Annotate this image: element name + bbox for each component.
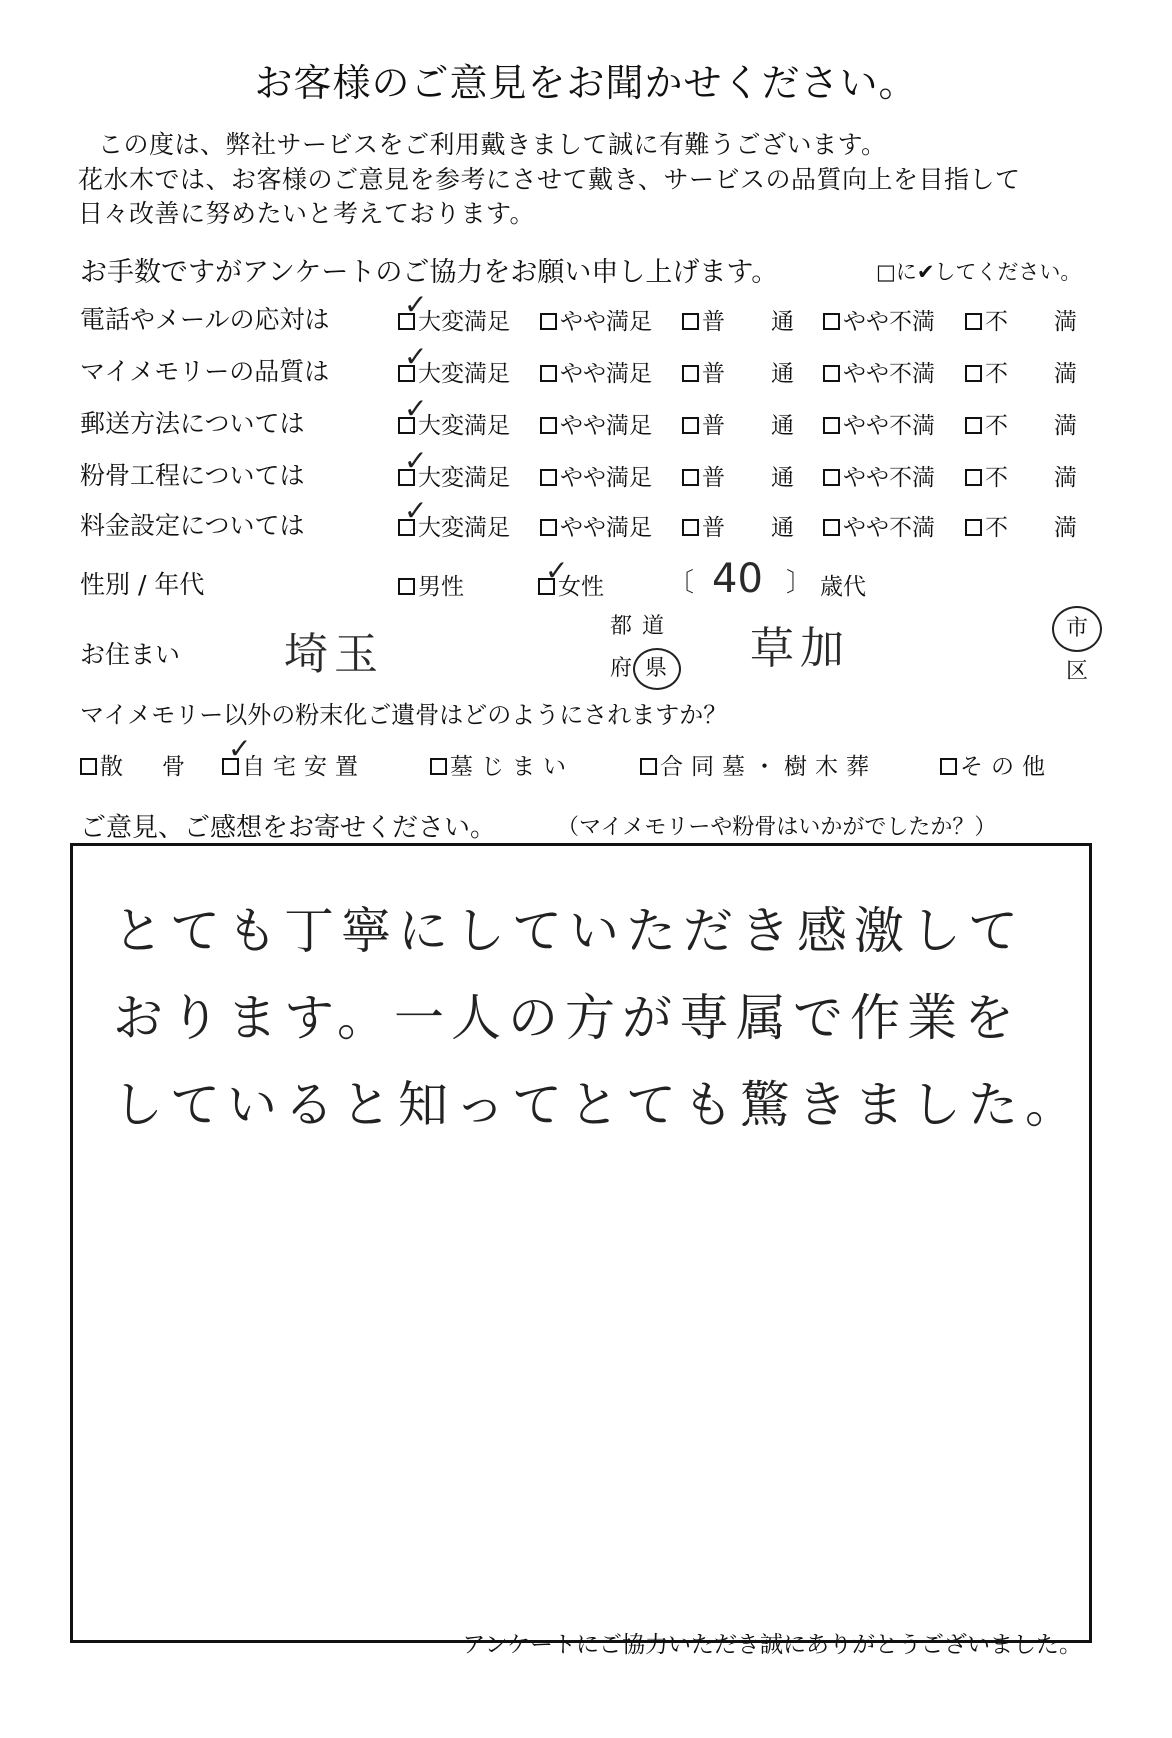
remains-option[interactable]: 自宅安置 (222, 748, 366, 781)
comment-line-2: おります。一人の方が専属で作業を (113, 989, 1021, 1047)
rating-option-very-satisfied[interactable]: 大変満足 (398, 355, 510, 388)
rating-option-neutral[interactable]: 普 通 (682, 303, 794, 336)
prefecture-type-top: 都道 (610, 614, 675, 639)
check-mark-icon: ✓ (404, 444, 428, 477)
footer-thanks: アンケートにご協力いただき誠にありがとうございました。 (462, 1632, 1082, 1658)
gender-male-option[interactable]: 男性 (398, 568, 464, 601)
checkbox[interactable] (540, 313, 557, 330)
rating-option-very-satisfied[interactable]: 大変満足 (398, 509, 510, 542)
check-instruction: □に✔してください。 (876, 260, 1082, 284)
rating-option-neutral[interactable]: 普 通 (682, 509, 794, 542)
checkbox[interactable] (540, 469, 557, 486)
comment-box[interactable] (70, 843, 1092, 1643)
checkbox[interactable] (682, 519, 699, 536)
checkbox[interactable] (823, 519, 840, 536)
selection-circle-icon (633, 648, 681, 690)
intro-line-3: 日々改善に努めたいと考えております。 (78, 199, 536, 228)
gender-age-label: 性別 / 年代 (80, 570, 205, 599)
checkbox[interactable] (80, 758, 97, 775)
rating-option-somewhat-satisfied[interactable]: やや満足 (540, 407, 652, 440)
city-value[interactable]: 草加 (750, 623, 850, 674)
rating-option-dissatisfied[interactable]: 不 満 (965, 303, 1077, 336)
rating-option-very-satisfied[interactable]: 大変満足 (398, 459, 510, 492)
selection-circle-icon (1052, 606, 1102, 652)
rating-option-somewhat-dissatisfied[interactable]: やや不満 (823, 459, 935, 492)
checkbox[interactable] (965, 519, 982, 536)
checkbox[interactable] (682, 365, 699, 382)
comments-heading: ご意見、ご感想をお寄せください。 (80, 813, 497, 843)
check-mark-icon: ✓ (404, 340, 428, 373)
age-bracket-close: 〕 (786, 568, 813, 598)
rating-label: マイメモリーの品質は (80, 357, 330, 386)
rating-option-dissatisfied[interactable]: 不 満 (965, 407, 1077, 440)
residence-label: お住まい (80, 640, 181, 669)
rating-option-somewhat-dissatisfied[interactable]: やや不満 (823, 407, 935, 440)
city-type-ku: 区 (1066, 659, 1089, 684)
checkbox[interactable] (540, 519, 557, 536)
gender-female-option[interactable]: 女性 (538, 568, 604, 601)
rating-option-somewhat-dissatisfied[interactable]: やや不満 (823, 303, 935, 336)
prefecture-type-ken: 県 (645, 656, 668, 681)
checkbox[interactable] (540, 365, 557, 382)
checkbox[interactable] (965, 417, 982, 434)
check-mark-icon: ✓ (228, 732, 252, 765)
rating-option-neutral[interactable]: 普 通 (682, 459, 794, 492)
checkbox[interactable] (965, 365, 982, 382)
checkbox[interactable] (640, 758, 657, 775)
rating-option-dissatisfied[interactable]: 不 満 (965, 459, 1077, 492)
remains-option[interactable]: その他 (940, 748, 1053, 781)
remains-question: マイメモリー以外の粉末化ご遺骨はどのようにされますか？ (80, 701, 728, 729)
remains-option[interactable]: 墓じまい (430, 748, 574, 781)
checkbox[interactable] (823, 417, 840, 434)
prefecture-value[interactable]: 埼玉 (284, 629, 384, 680)
form-title: お客様のご意見をお聞かせください。 (254, 61, 918, 105)
check-mark-icon: ✓ (404, 494, 428, 527)
check-mark-icon: ✓ (545, 554, 569, 587)
age-bracket-open: 〔 (668, 568, 695, 598)
check-mark-icon: ✓ (404, 288, 428, 321)
rating-label: 料金設定については (80, 511, 305, 540)
checkbox[interactable] (965, 313, 982, 330)
rating-option-dissatisfied[interactable]: 不 満 (965, 509, 1077, 542)
age-suffix: 歳代 (820, 574, 866, 600)
rating-label: 郵送方法については (80, 409, 305, 438)
rating-option-somewhat-satisfied[interactable]: やや満足 (540, 303, 652, 336)
rating-option-somewhat-dissatisfied[interactable]: やや不満 (823, 355, 935, 388)
checkbox[interactable] (823, 365, 840, 382)
prefecture-type-fu: 府 (610, 656, 633, 681)
checkbox[interactable] (682, 417, 699, 434)
intro-line-1: この度は、弊社サービスをご利用戴きまして誠に有難うございます。 (98, 130, 887, 159)
checkbox[interactable] (682, 469, 699, 486)
rating-option-somewhat-satisfied[interactable]: やや満足 (540, 459, 652, 492)
checkbox[interactable] (682, 313, 699, 330)
comment-line-1: とても丁寧にしていただき感激して (113, 902, 1025, 960)
comments-subheading: （マイメモリーや粉骨はいかがでしたか？） (557, 815, 997, 840)
checkbox[interactable] (540, 417, 557, 434)
intro-line-2: 花水木では、お客様のご意見を参考にさせて戴き、サービスの品質向上を目指して (78, 165, 1021, 194)
checkbox[interactable] (940, 758, 957, 775)
age-value[interactable]: 40 (712, 556, 763, 602)
checkbox[interactable] (398, 578, 415, 595)
checkbox[interactable] (823, 469, 840, 486)
rating-label: 粉骨工程については (80, 461, 305, 490)
rating-label: 電話やメールの応対は (80, 305, 330, 334)
survey-request: お手数ですがアンケートのご協力をお願い申し上げます。 (80, 257, 779, 288)
remains-option[interactable]: 合同墓・樹木葬 (640, 748, 877, 781)
checkbox[interactable] (965, 469, 982, 486)
comment-line-3: していると知ってとても驚きました。 (113, 1076, 1082, 1134)
checkbox[interactable] (823, 313, 840, 330)
rating-option-neutral[interactable]: 普 通 (682, 407, 794, 440)
rating-option-somewhat-satisfied[interactable]: やや満足 (540, 355, 652, 388)
rating-option-somewhat-dissatisfied[interactable]: やや不満 (823, 509, 935, 542)
checkbox[interactable] (430, 758, 447, 775)
rating-option-somewhat-satisfied[interactable]: やや満足 (540, 509, 652, 542)
city-type-shi: 市 (1066, 616, 1089, 641)
rating-option-very-satisfied[interactable]: 大変満足 (398, 303, 510, 336)
remains-option[interactable]: 散 骨 (80, 748, 193, 781)
rating-option-neutral[interactable]: 普 通 (682, 355, 794, 388)
rating-option-dissatisfied[interactable]: 不 満 (965, 355, 1077, 388)
rating-option-very-satisfied[interactable]: 大変満足 (398, 407, 510, 440)
check-mark-icon: ✓ (404, 392, 428, 425)
